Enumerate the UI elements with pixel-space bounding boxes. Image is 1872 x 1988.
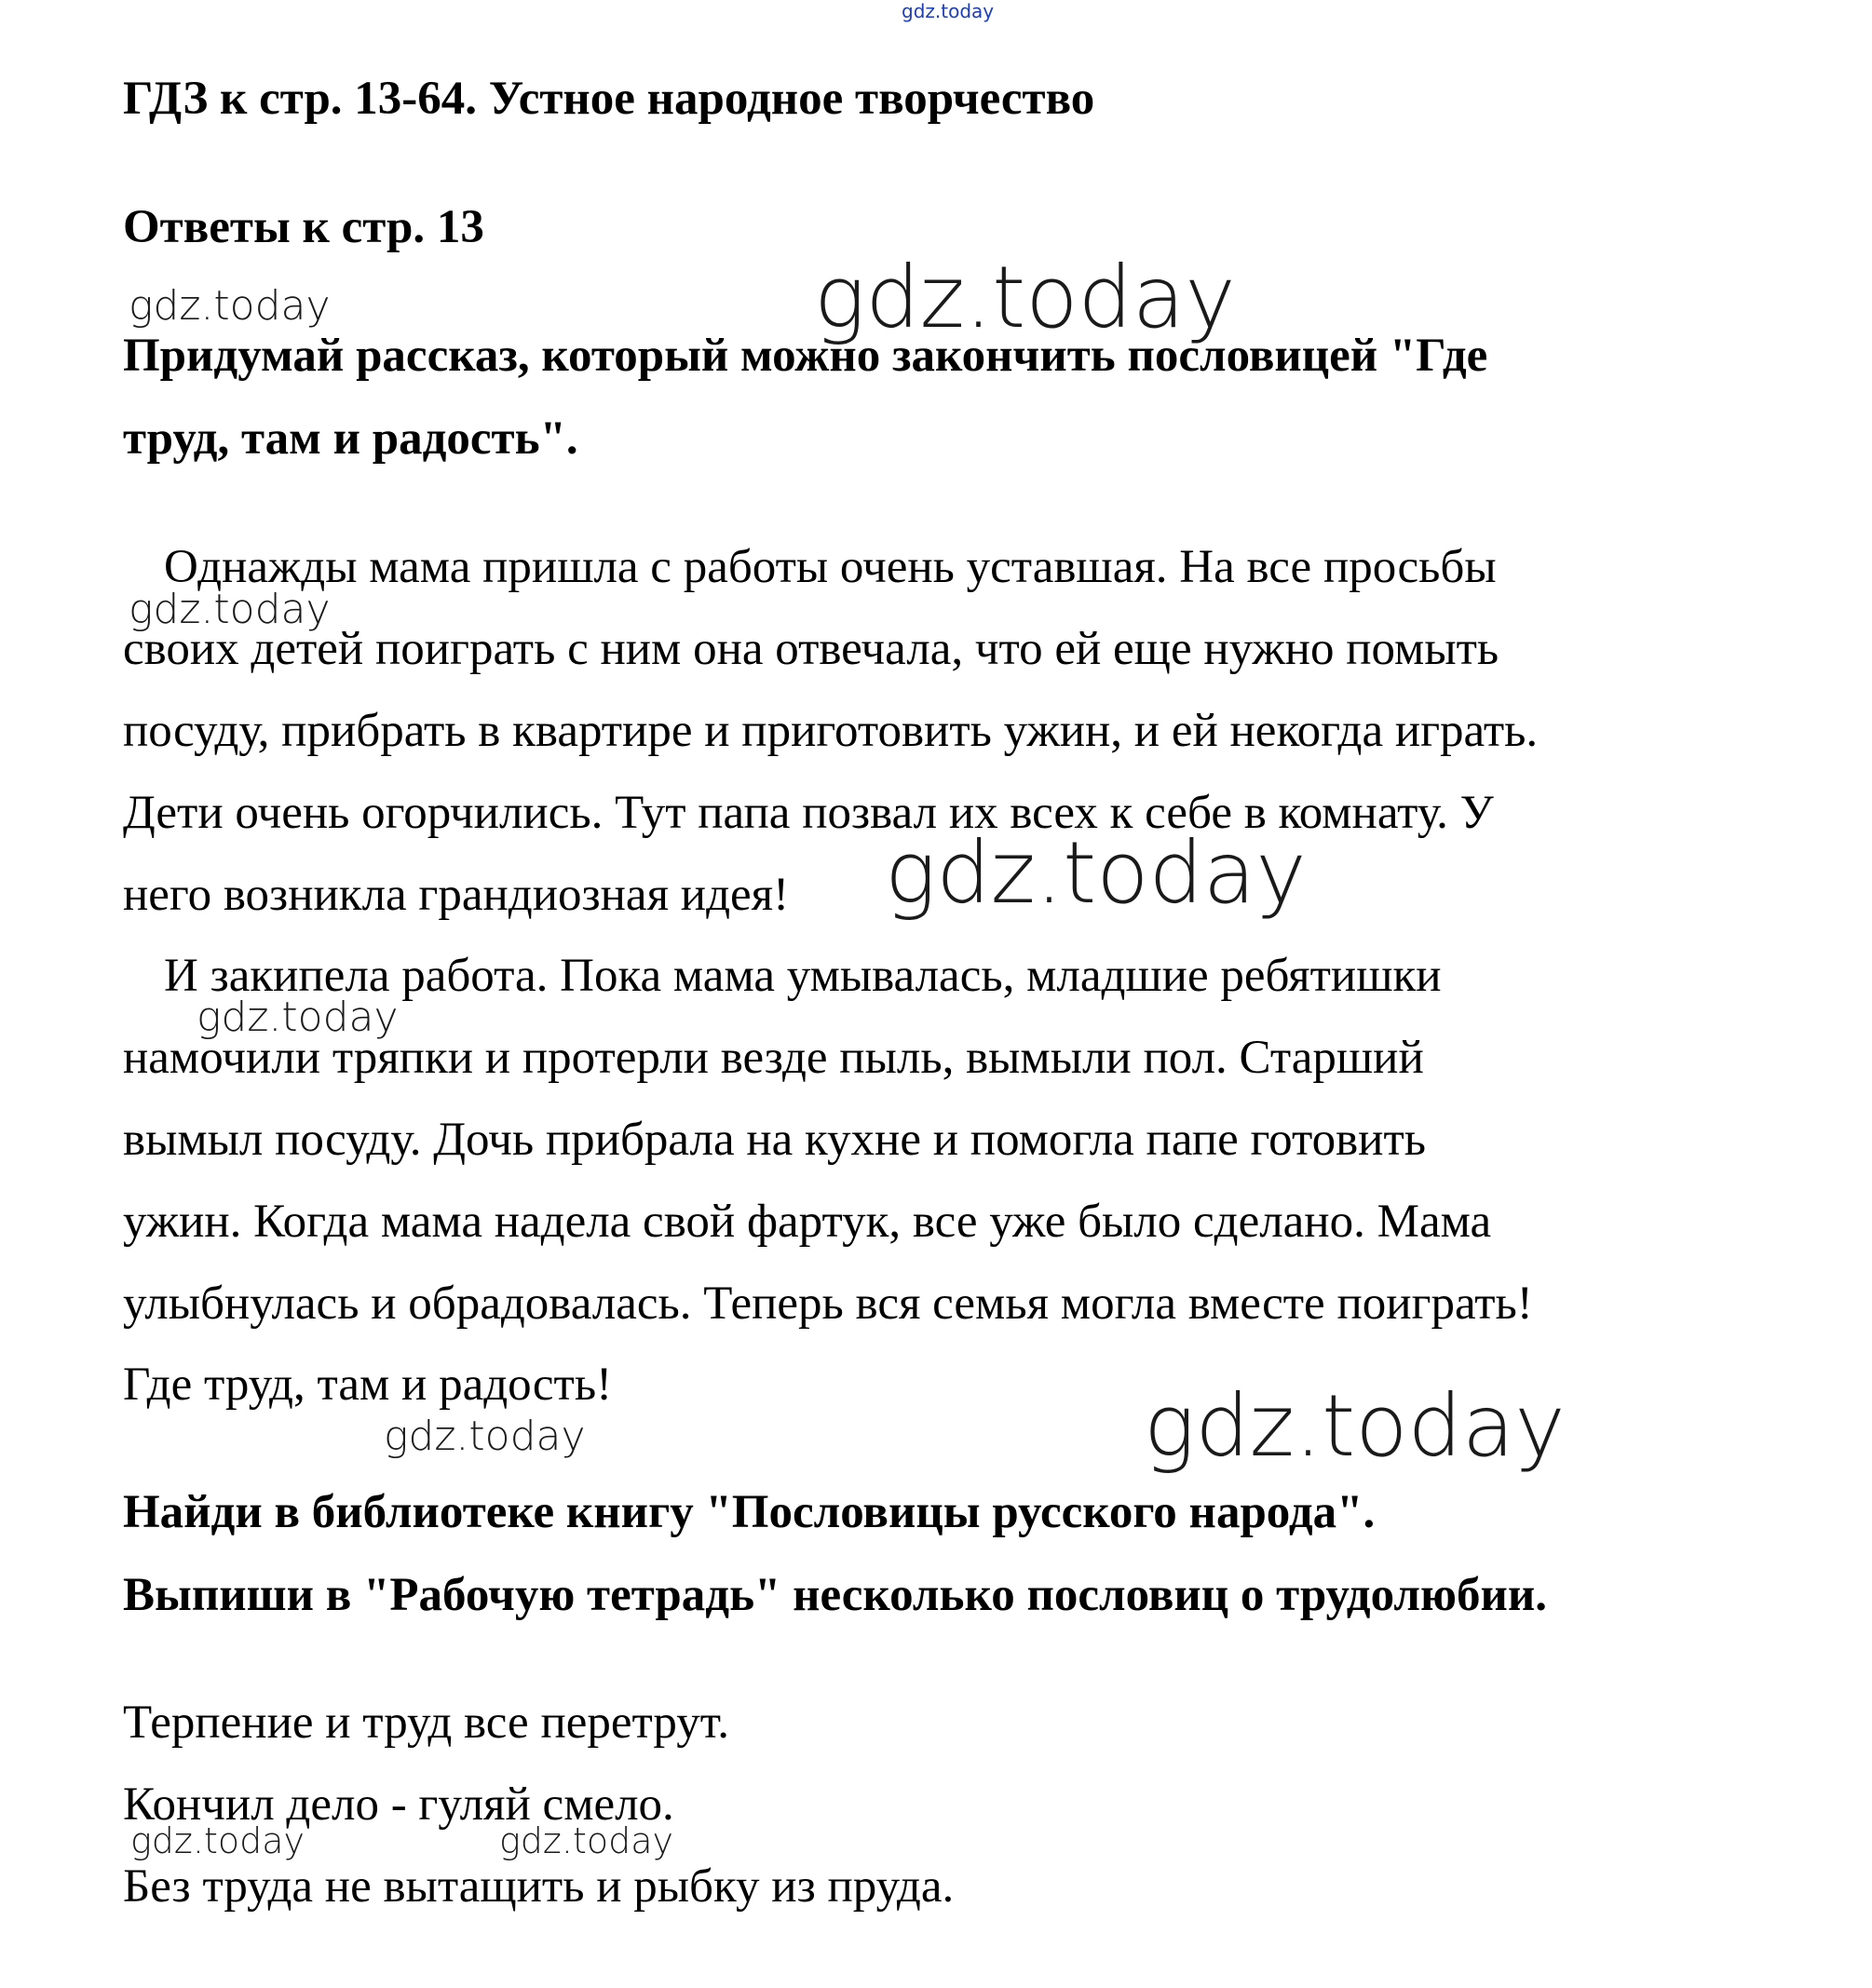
watermark-text: gdz.today xyxy=(197,994,399,1041)
watermark-text: gdz.today xyxy=(885,823,1307,923)
watermark-text: gdz.today xyxy=(499,1820,673,1861)
story-p1-line-5: него возникла грандиозная идея! xyxy=(123,869,790,921)
proverb-item: Кончил дело - гуляй смело. xyxy=(123,1778,674,1831)
story-p1-line-4: Дети очень огорчились. Тут папа позвал их всех к себе в комнату. У xyxy=(123,787,1494,839)
watermark-text: gdz.today xyxy=(1144,1376,1566,1476)
story-p2-line-3: вымыл посуду. Дочь прибрала на кухне и помогла папе готовить xyxy=(123,1114,1426,1166)
page-title: ГДЗ к стр. 13-64. Устное народное творчество xyxy=(123,73,1095,125)
watermark-text: gdz.today xyxy=(814,248,1236,347)
proverb-item: Терпение и труд все перетрут. xyxy=(123,1697,729,1749)
story-p2-line-1: И закипела работа. Пока мама умывалась, младшие ребятишки xyxy=(164,950,1442,1002)
task-2-line-1: Найди в библиотеке книгу "Пословицы русского народа". xyxy=(123,1486,1376,1538)
story-p2-line-2: намочили тряпки и протерли везде пыль, вымыли пол. Старший xyxy=(123,1032,1424,1084)
story-p2-line-6: Где труд, там и радость! xyxy=(123,1359,613,1411)
story-p1-line-1: Однажды мама пришла с работы очень уставшая. На все просьбы xyxy=(164,541,1497,593)
proverb-item: Без труда не вытащить и рыбку из пруда. xyxy=(123,1860,955,1913)
story-p1-line-2: своих детей поиграть с ним она отвечала, что ей еще нужно помыть xyxy=(123,623,1499,675)
story-p2-line-5: улыбнулась и обрадовалась. Теперь вся семья могла вместе поиграть! xyxy=(123,1278,1533,1330)
watermark-top-link[interactable]: gdz.today xyxy=(902,0,995,22)
watermark-text: gdz.today xyxy=(129,586,331,633)
watermark-text: gdz.today xyxy=(129,282,331,330)
task-1-line-1: Придумай рассказ, который можно закончить пословицей "Где xyxy=(123,330,1488,382)
task-1-line-2: труд, там и радость". xyxy=(123,412,578,465)
watermark-text: gdz.today xyxy=(384,1413,586,1460)
story-p2-line-4: ужин. Когда мама надела свой фартук, все уже было сделано. Мама xyxy=(123,1196,1492,1248)
watermark-text: gdz.today xyxy=(130,1820,305,1861)
task-2-line-2: Выпиши в "Рабочую тетрадь" несколько пословиц о трудолюбии. xyxy=(123,1569,1548,1621)
story-p1-line-3: посуду, прибрать в квартире и приготовить ужин, и ей некогда играть. xyxy=(123,705,1539,757)
section-subtitle: Ответы к стр. 13 xyxy=(123,201,484,253)
